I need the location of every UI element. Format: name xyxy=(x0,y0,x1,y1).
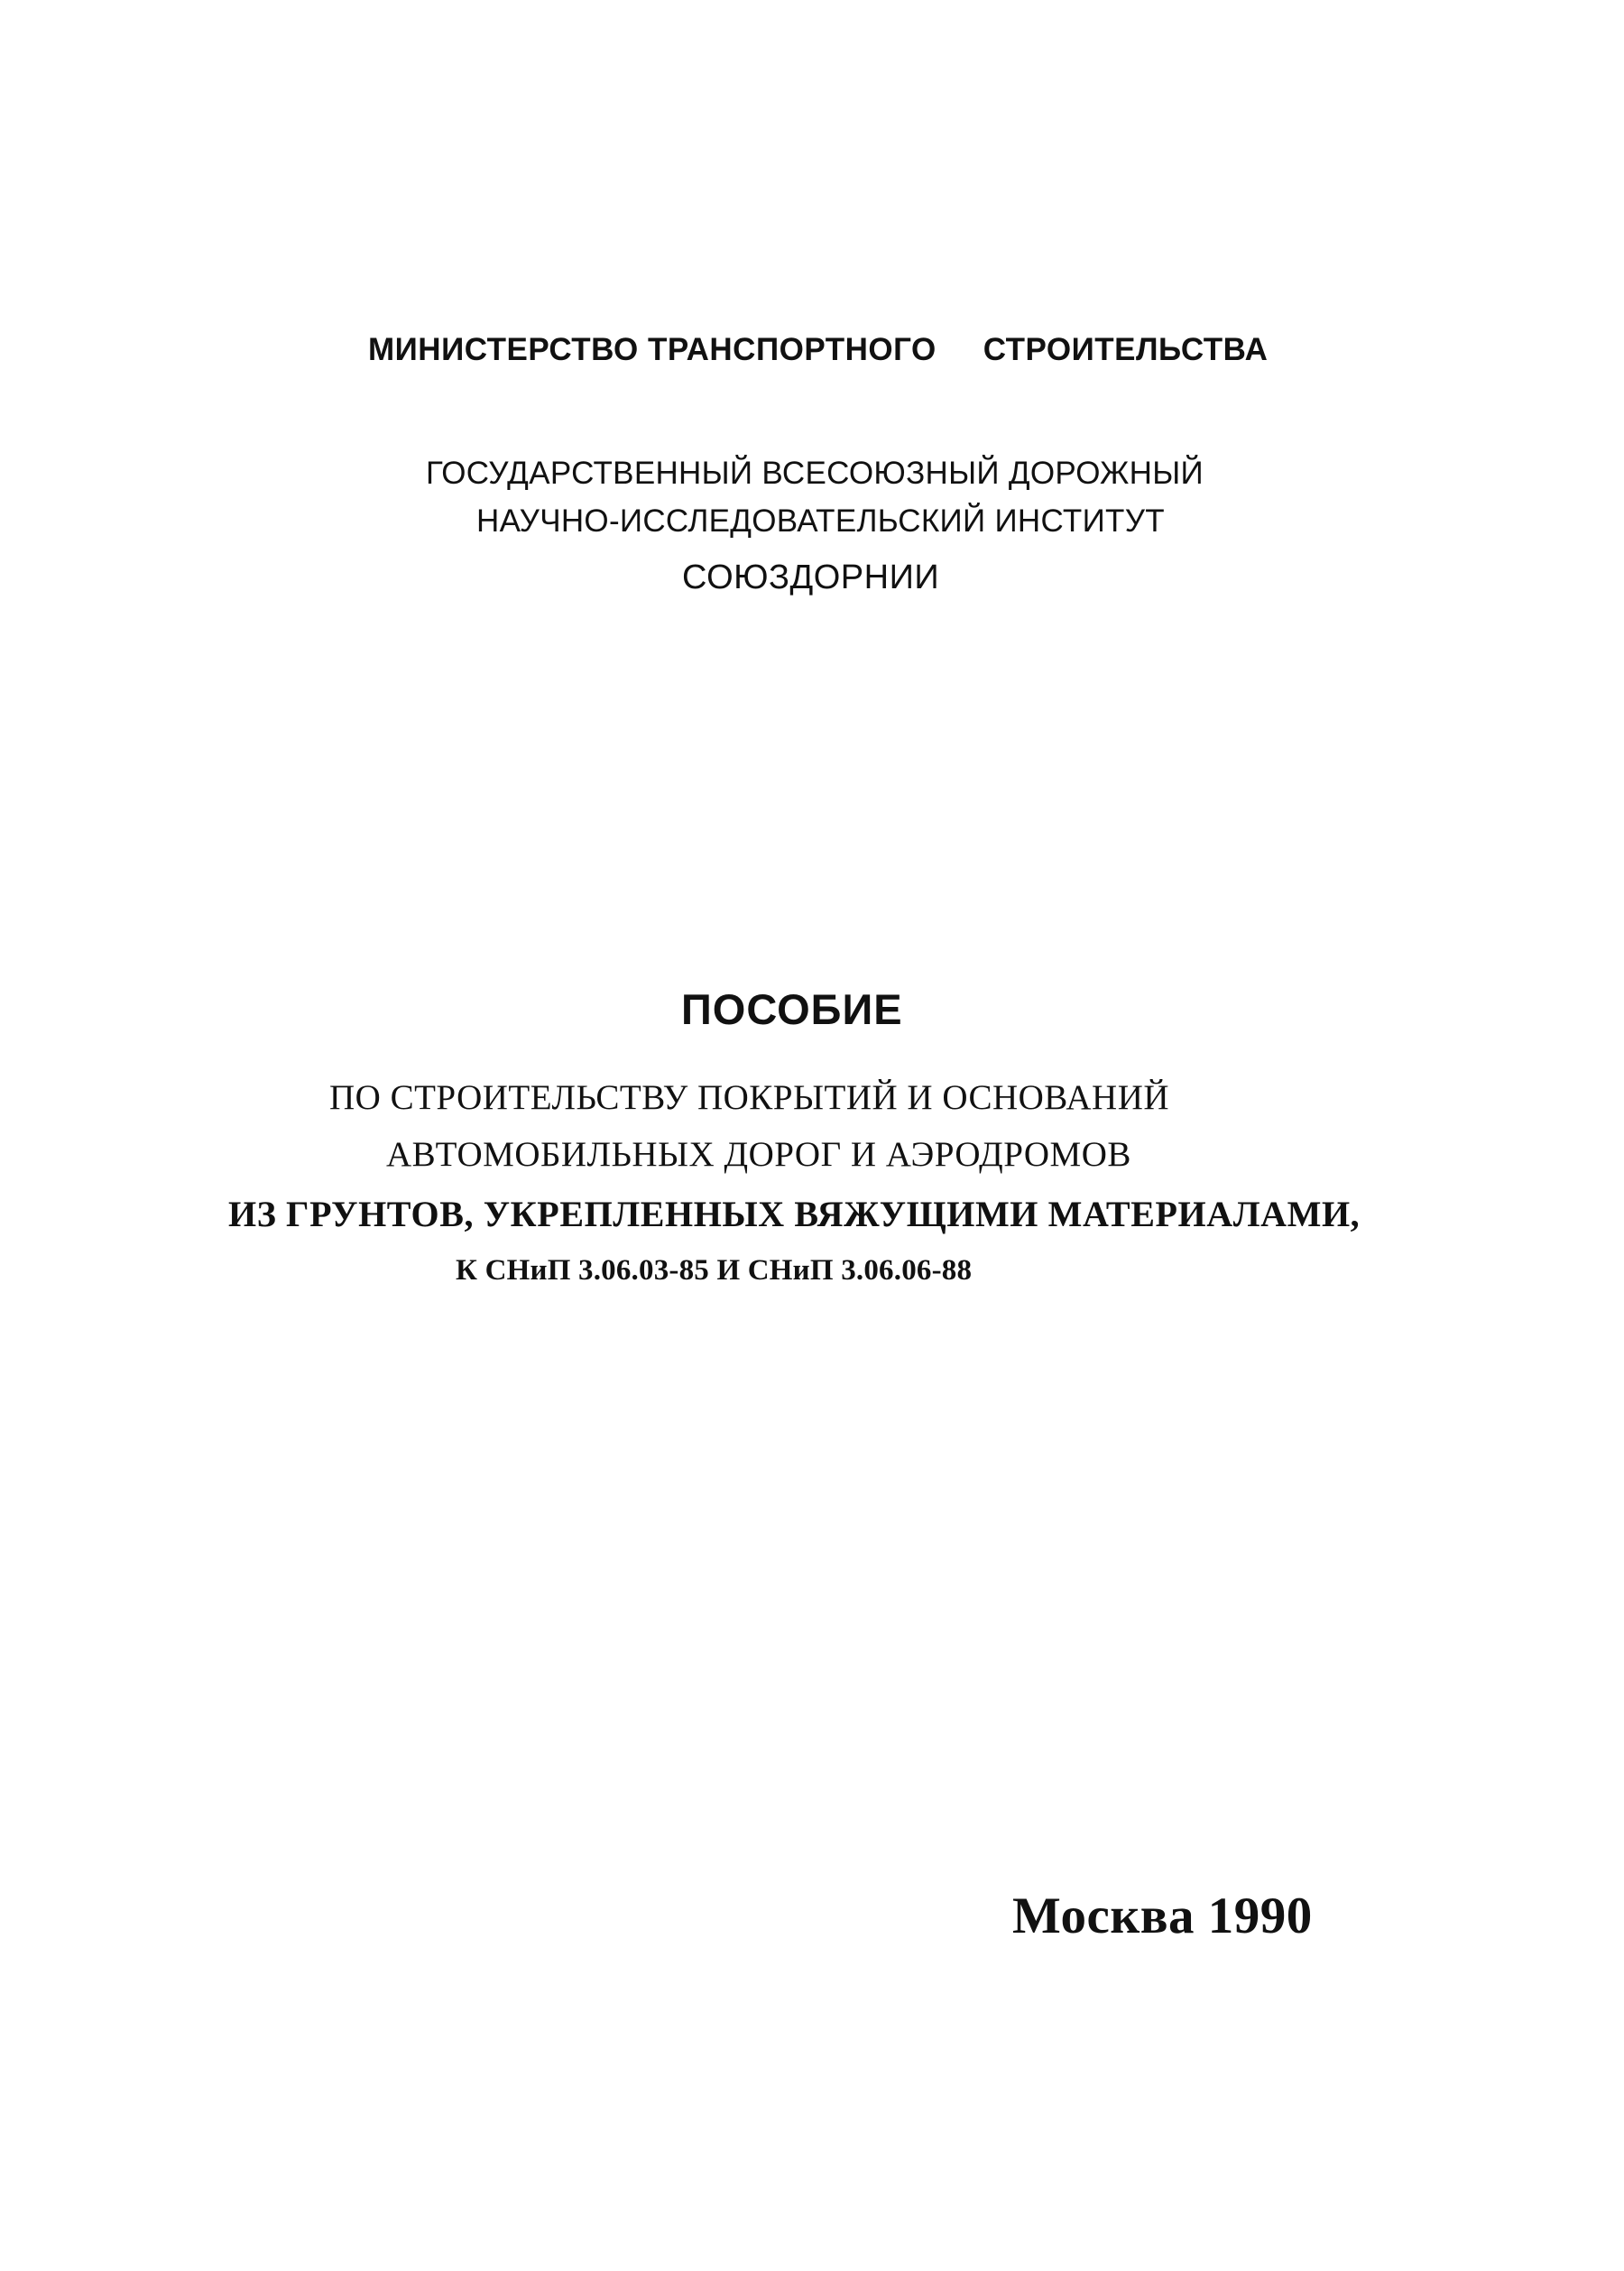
publication-place-year: Москва 1990 xyxy=(1012,1888,1313,1944)
institute-name-line2: НАУЧНО-ИССЛЕДОВАТЕЛЬСКИЙ ИНСТИТУТ xyxy=(476,503,1165,539)
document-title: ПОСОБИЕ xyxy=(681,985,903,1033)
document-subtitle-line1: ПО СТРОИТЕЛЬСТВУ ПОКРЫТИЙ И ОСНОВАНИЙ xyxy=(329,1078,1170,1117)
ministry-name-part1: МИНИСТЕРСТВО ТРАНСПОРТНОГО xyxy=(368,332,937,367)
ministry-name xyxy=(368,334,1268,365)
document-subtitle-line2: АВТОМОБИЛЬНЫХ ДОРОГ И АЭРОДРОМОВ xyxy=(386,1135,1131,1174)
document-subtitle-line3: ИЗ ГРУНТОВ, УКРЕПЛЕННЫХ ВЯЖУЩИМИ МАТЕРИАЛАМИ, xyxy=(228,1194,1361,1234)
document-subtitle-line4: К СНиП 3.06.03-85 И СНиП 3.06.06-88 xyxy=(456,1254,973,1287)
ministry-name-part2: СТРОИТЕЛЬСТВА xyxy=(983,332,1269,367)
institute-abbreviation: СОЮЗДОРНИИ xyxy=(682,559,940,596)
institute-name-line1: ГОСУДАРСТВЕННЫЙ ВСЕСОЮЗНЫЙ ДОРОЖНЫЙ xyxy=(426,456,1204,491)
